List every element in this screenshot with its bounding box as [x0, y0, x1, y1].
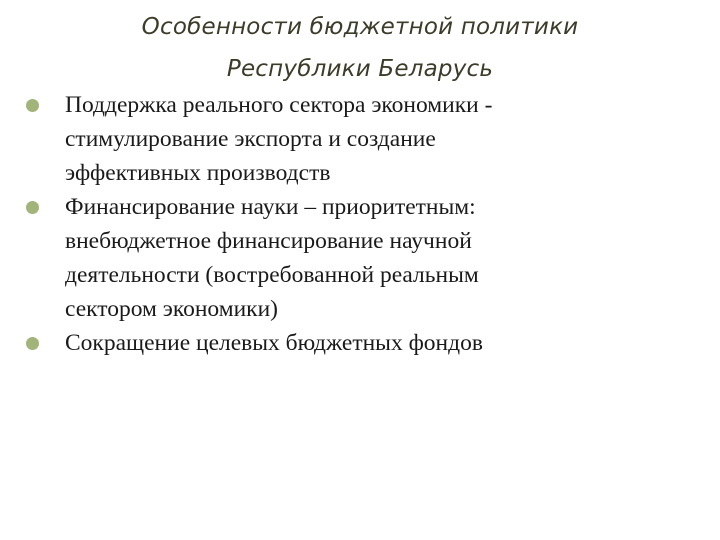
- bullet-text-line: эффективных производств: [65, 160, 331, 186]
- bullet-item-science-funding: [26, 190, 696, 326]
- bullet-list: [26, 88, 696, 360]
- bullet-text-line: сектором экономики): [65, 296, 278, 322]
- slide-title-line-1: Особенности бюджетной политики: [141, 14, 579, 40]
- slide-title: [40, 6, 680, 90]
- bullet-dot-icon: [26, 99, 39, 112]
- bullet-text-line: деятельности (востребованной реальным: [65, 262, 479, 288]
- bullet-item-fund-reduction: [26, 326, 696, 360]
- bullet-dot-icon: [26, 201, 39, 214]
- bullet-item-economy-support: [26, 88, 696, 190]
- bullet-text-line: стимулирование экспорта и создание: [65, 126, 436, 152]
- bullet-text-line: внебюджетное финансирование научной: [65, 228, 472, 254]
- slide-title-line-2: Республики Беларусь: [226, 56, 494, 82]
- bullet-text-line: Поддержка реального сектора экономики -: [65, 92, 493, 118]
- bullet-dot-icon: [26, 337, 39, 350]
- bullet-text-line: Сокращение целевых бюджетных фондов: [65, 330, 483, 356]
- bullet-text-line: Финансирование науки – приоритетным:: [65, 194, 476, 220]
